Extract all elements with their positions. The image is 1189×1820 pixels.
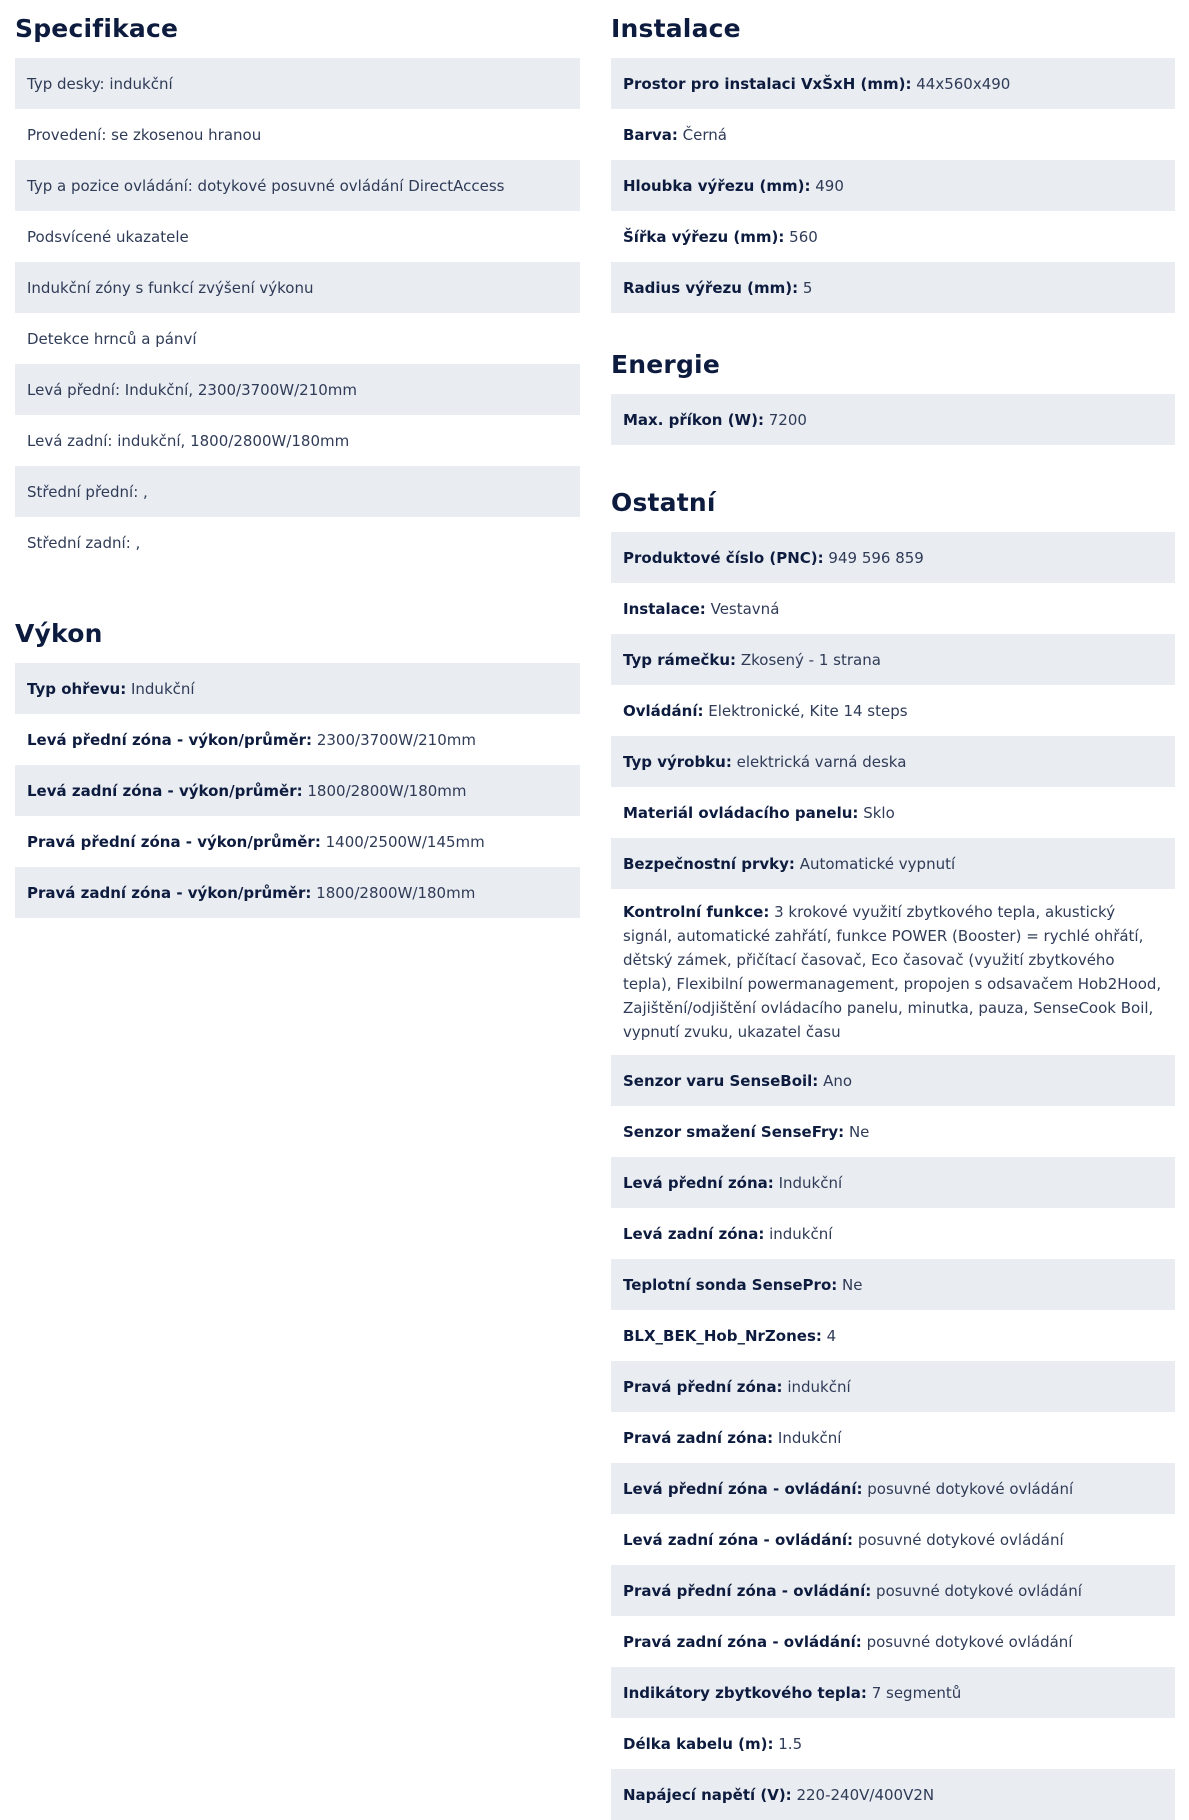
ostatni-row bbox=[611, 1055, 1175, 1106]
spec-row: Levá přední: Indukční, 2300/3700W/210mm bbox=[15, 364, 580, 415]
row-value: 7 segmentů bbox=[871, 1684, 962, 1702]
row-key: Šířka výřezu (mm): bbox=[623, 228, 785, 246]
row-key: Indikátory zbytkového tepla: bbox=[623, 1684, 867, 1702]
spec-row: Střední zadní: , bbox=[27, 534, 141, 552]
instalace-row bbox=[611, 160, 1175, 211]
row-key: Max. příkon (W): bbox=[623, 411, 764, 429]
row-key: Pravá zadní zóna: bbox=[623, 1429, 774, 1447]
ostatni-row bbox=[611, 1514, 1175, 1565]
ostatni-row bbox=[611, 1667, 1175, 1718]
row-key: Ovládání: bbox=[623, 702, 704, 720]
ostatni-row bbox=[611, 1310, 1175, 1361]
spec-row: Podsvícené ukazatele bbox=[27, 228, 189, 246]
row-key: Levá zadní zóna - ovládání: bbox=[623, 1531, 854, 1549]
row-key: Levá přední zóna - ovládání: bbox=[623, 1480, 863, 1498]
instalace-row bbox=[611, 109, 1175, 160]
row-key: Pravá přední zóna - výkon/průměr: bbox=[27, 833, 321, 851]
row-value: 4 bbox=[826, 1327, 837, 1345]
row-key: Senzor smažení SenseFry: bbox=[623, 1123, 845, 1141]
section-title-instalace: Instalace bbox=[611, 14, 741, 43]
spec-row: Provedení: se zkosenou hranou bbox=[27, 126, 262, 144]
ostatni-row bbox=[611, 787, 1175, 838]
row-key: Kontrolní funkce: bbox=[623, 903, 770, 921]
spec-row: Střední přední: , bbox=[15, 466, 580, 517]
row-value: Automatické vypnutí bbox=[799, 855, 956, 873]
row-value: 1400/2500W/145mm bbox=[325, 833, 485, 851]
row-key: Pravá zadní zóna - ovládání: bbox=[623, 1633, 862, 1651]
spec-row: Levá zadní: indukční, 1800/2800W/180mm bbox=[27, 432, 350, 450]
ostatni-row bbox=[611, 1565, 1175, 1616]
instalace-row bbox=[611, 262, 1175, 313]
row-key: Instalace: bbox=[623, 600, 706, 618]
row-key: Typ výrobku: bbox=[623, 753, 732, 771]
ostatni-row bbox=[611, 1157, 1175, 1208]
row-value: posuvné dotykové ovládání bbox=[876, 1582, 1082, 1600]
row-value: indukční bbox=[769, 1225, 833, 1243]
spec-row: Typ a pozice ovládání: dotykové posuvné ovládání DirectAccess bbox=[15, 160, 580, 211]
row-key: Levá přední zóna: bbox=[623, 1174, 774, 1192]
left-column bbox=[15, 0, 580, 918]
row-value: Zkosený - 1 strana bbox=[740, 651, 881, 669]
row-key: Pravá přední zóna: bbox=[623, 1378, 783, 1396]
row-value: 560 bbox=[789, 228, 818, 246]
row-key: Typ rámečku: bbox=[623, 651, 737, 669]
section-title-ostatni: Ostatní bbox=[611, 488, 716, 517]
ostatni-list bbox=[611, 532, 1175, 1820]
row-value: indukční bbox=[787, 1378, 851, 1396]
row-key: Typ ohřevu: bbox=[27, 680, 127, 698]
row-value: Ne bbox=[842, 1276, 863, 1294]
row-value: 2300/3700W/210mm bbox=[316, 731, 476, 749]
row-key: Pravá přední zóna - ovládání: bbox=[623, 1582, 872, 1600]
row-key: Materiál ovládacího panelu: bbox=[623, 804, 859, 822]
row-key: Levá zadní zóna - výkon/průměr: bbox=[27, 782, 303, 800]
row-key: Levá přední zóna - výkon/průměr: bbox=[27, 731, 313, 749]
row-key: Napájecí napětí (V): bbox=[623, 1786, 792, 1804]
row-value: posuvné dotykové ovládání bbox=[866, 1633, 1073, 1651]
ostatni-row bbox=[611, 532, 1175, 583]
row-value: 7200 bbox=[768, 411, 807, 429]
row-value: 3 krokové využití zbytkového tepla, akustický signál, automatické zahřátí, funkce POWER (Booster) = rychlé ohřátí, dětský zámek, přičítací časovač, Eco časovač (využití zbytkového tepla), Flexibilní powermanagement, propojen s odsavačem Hob2Hood, Zajištění/odjištění ovládacího panelu, minutka, pauza, SenseCook Boil, vypnutí zvuku, ukazatel času bbox=[623, 903, 1162, 1041]
specifikace-list bbox=[15, 58, 580, 568]
row-value: 949 596 859 bbox=[828, 549, 924, 567]
row-value: 1800/2800W/180mm bbox=[307, 782, 467, 800]
energie-row bbox=[611, 394, 1175, 445]
section-title-energie: Energie bbox=[611, 350, 720, 379]
row-value: posuvné dotykové ovládání bbox=[867, 1480, 1074, 1498]
instalace-row bbox=[611, 58, 1175, 109]
ostatni-row bbox=[611, 634, 1175, 685]
vykon-row bbox=[15, 816, 580, 867]
row-key: Levá zadní zóna: bbox=[623, 1225, 765, 1243]
instalace-list bbox=[611, 58, 1175, 313]
vykon-row bbox=[15, 663, 580, 714]
row-value: Indukční bbox=[777, 1429, 842, 1447]
right-column bbox=[611, 0, 1175, 1820]
instalace-row bbox=[611, 211, 1175, 262]
vykon-list bbox=[15, 663, 580, 918]
spec-row: Detekce hrnců a pánví bbox=[27, 330, 197, 348]
row-value: 1.5 bbox=[778, 1735, 803, 1753]
ostatni-row bbox=[611, 1769, 1175, 1820]
ostatni-row bbox=[611, 838, 1175, 889]
ostatni-row bbox=[611, 1718, 1175, 1769]
spec-row: Typ desky: indukční bbox=[15, 58, 580, 109]
vykon-row bbox=[15, 867, 580, 918]
row-value: 1800/2800W/180mm bbox=[316, 884, 476, 902]
row-key: Teplotní sonda SensePro: bbox=[623, 1276, 838, 1294]
ostatni-row bbox=[611, 1259, 1175, 1310]
row-key: Bezpečnostní prvky: bbox=[623, 855, 795, 873]
row-key: Senzor varu SenseBoil: bbox=[623, 1072, 819, 1090]
ostatni-row bbox=[611, 1208, 1175, 1259]
row-value: Vestavná bbox=[710, 600, 780, 618]
ostatni-row bbox=[611, 1616, 1175, 1667]
row-key: Délka kabelu (m): bbox=[623, 1735, 774, 1753]
spec-row: Indukční zóny s funkcí zvýšení výkonu bbox=[15, 262, 580, 313]
row-value: elektrická varná deska bbox=[736, 753, 907, 771]
section-title-specifikace: Specifikace bbox=[15, 14, 179, 43]
row-key: Radius výřezu (mm): bbox=[623, 279, 799, 297]
ostatni-row bbox=[611, 685, 1175, 736]
row-value: Indukční bbox=[778, 1174, 843, 1192]
row-key: Produktové číslo (PNC): bbox=[623, 549, 824, 567]
row-value: Černá bbox=[682, 126, 727, 144]
row-key: Barva: bbox=[623, 126, 678, 144]
row-value: 44x560x490 bbox=[916, 75, 1011, 93]
section-title-vykon: Výkon bbox=[15, 619, 103, 648]
row-value: 490 bbox=[815, 177, 844, 195]
row-value: Ne bbox=[848, 1123, 870, 1141]
row-value: 220-240V/400V2N bbox=[796, 1786, 935, 1804]
row-key: Pravá zadní zóna - výkon/průměr: bbox=[27, 884, 312, 902]
energie-list bbox=[611, 394, 1175, 445]
vykon-row bbox=[15, 714, 580, 765]
ostatni-row-kontrolni-funkce bbox=[611, 889, 1175, 1055]
row-key: Hloubka výřezu (mm): bbox=[623, 177, 811, 195]
row-value: Sklo bbox=[863, 804, 895, 822]
row-key: BLX_BEK_Hob_NrZones: bbox=[623, 1327, 822, 1345]
ostatni-row bbox=[611, 583, 1175, 634]
row-value: Elektronické, Kite 14 steps bbox=[708, 702, 908, 720]
row-key: Prostor pro instalaci VxŠxH (mm): bbox=[623, 75, 912, 93]
row-value: Ano bbox=[823, 1072, 853, 1090]
row-value: posuvné dotykové ovládání bbox=[857, 1531, 1064, 1549]
row-value: Indukční bbox=[130, 680, 195, 698]
ostatni-row bbox=[611, 736, 1175, 787]
row-value: 5 bbox=[802, 279, 813, 297]
ostatni-row bbox=[611, 1412, 1175, 1463]
ostatni-row bbox=[611, 1106, 1175, 1157]
vykon-row bbox=[15, 765, 580, 816]
ostatni-row bbox=[611, 1361, 1175, 1412]
ostatni-row bbox=[611, 1463, 1175, 1514]
